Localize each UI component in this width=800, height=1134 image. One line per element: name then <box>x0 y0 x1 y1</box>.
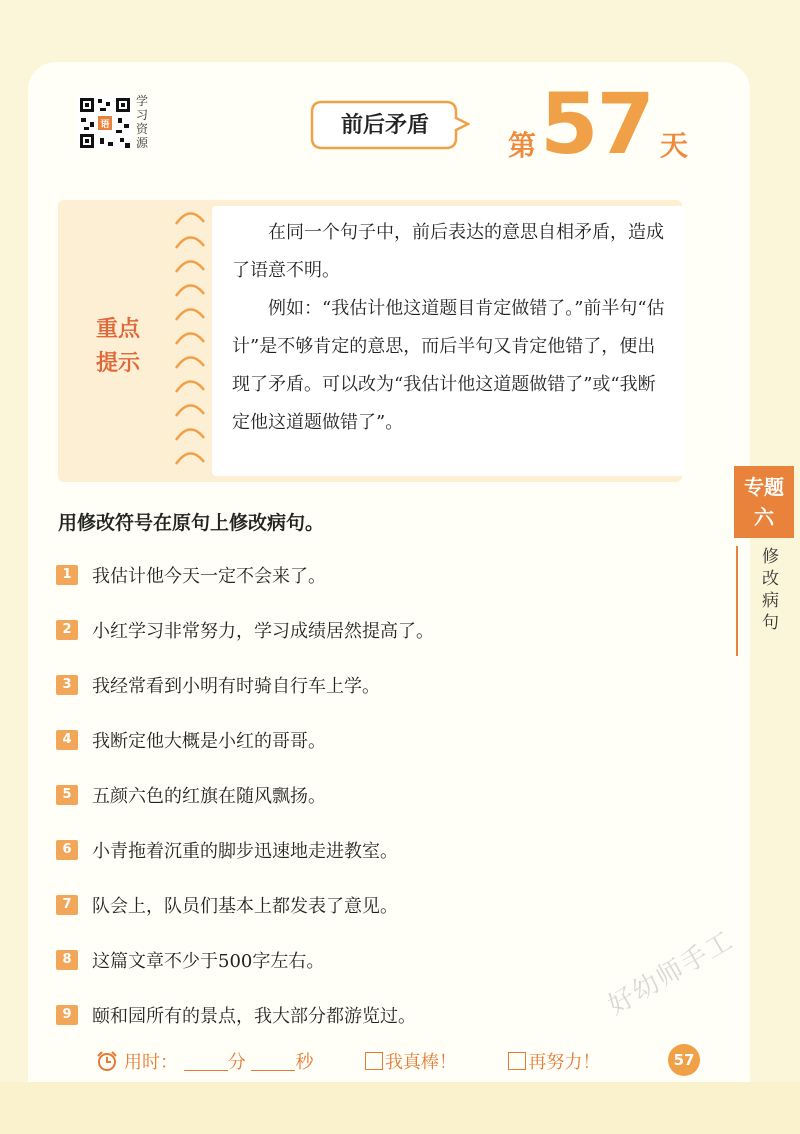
tip-paragraph-1: 在同一个句子中，前后表达的意思自相矛盾，造成了语意不明。 <box>232 222 664 281</box>
item-number-badge: 7 <box>56 895 78 915</box>
qr-badge-text: 语 <box>100 120 110 130</box>
exercise-item <box>56 782 326 812</box>
topic-tab-line2: 六 <box>754 505 774 529</box>
exercise-item <box>56 727 326 757</box>
key-tip-label-line2: 提示 <box>95 350 140 376</box>
seconds-blank[interactable] <box>251 1052 295 1071</box>
footer-timer <box>96 1048 600 1074</box>
topic-title: 修改病句 <box>762 547 779 633</box>
item-number-badge: 4 <box>56 730 78 750</box>
item-number-badge: 3 <box>56 675 78 695</box>
item-sentence[interactable]: 我断定他大概是小红的哥哥。 <box>92 731 326 752</box>
tip-paragraph-2: 例如：“我估计他这道题目肯定做错了。”前半句“估计”是不够肯定的意思，而后半句又肯定他错了，便出现了矛盾。可以改为“我估计他这道题做错了”或“我断定他这道题做错了”。 <box>232 298 665 433</box>
binder-rings-icon <box>170 206 210 482</box>
topic-tab <box>734 466 794 538</box>
item-number-badge: 6 <box>56 840 78 860</box>
page-number: 57 <box>668 1044 700 1076</box>
key-tip-text <box>232 214 666 442</box>
exercise-item <box>56 617 434 647</box>
exercise-item <box>56 947 324 977</box>
item-sentence[interactable]: 五颜六色的红旗在随风飘扬。 <box>92 786 326 807</box>
item-sentence[interactable]: 小青拖着沉重的脚步迅速地走进教室。 <box>92 841 398 862</box>
item-number-badge: 1 <box>56 565 78 585</box>
qr-label: 学习资源 <box>136 94 149 150</box>
exercise-instruction: 用修改符号在原句上修改病句。 <box>58 512 325 534</box>
try-harder-checkbox[interactable] <box>508 1052 526 1070</box>
lesson-title: 前后矛盾 <box>340 112 429 138</box>
item-sentence[interactable]: 我估计他今天一定不会来了。 <box>92 566 326 587</box>
item-number-badge: 8 <box>56 950 78 970</box>
item-sentence[interactable]: 我经常看到小明有时骑自行车上学。 <box>92 676 380 697</box>
day-suffix: 天 <box>660 129 689 162</box>
item-sentence[interactable]: 颐和园所有的景点，我大部分都游览过。 <box>92 1006 416 1027</box>
minute-unit: 分 <box>227 1052 246 1073</box>
time-label: 用时： <box>124 1052 178 1073</box>
second-unit: 秒 <box>295 1052 314 1073</box>
exercise-item <box>56 892 398 922</box>
watermark: 好幼师手工 <box>603 925 740 1022</box>
item-number-badge: 9 <box>56 1005 78 1025</box>
day-number: 57 <box>540 75 653 173</box>
item-sentence[interactable]: 这篇文章不少于500字左右。 <box>92 951 325 972</box>
bottom-band <box>0 1082 800 1134</box>
great-checkbox[interactable] <box>365 1052 383 1070</box>
exercise-item <box>56 837 398 867</box>
minutes-blank[interactable] <box>184 1052 228 1071</box>
topic-tab-line1: 专题 <box>744 475 784 499</box>
exercise-item <box>56 562 326 592</box>
day-prefix: 第 <box>508 129 537 162</box>
item-number-badge: 2 <box>56 620 78 640</box>
exercise-item <box>56 1002 416 1032</box>
great-label: 我真棒！ <box>384 1052 457 1073</box>
try-harder-label: 再努力！ <box>528 1052 601 1073</box>
exercise-item <box>56 672 380 702</box>
item-sentence[interactable]: 队会上，队员们基本上都发表了意见。 <box>92 896 398 917</box>
item-number-badge: 5 <box>56 785 78 805</box>
item-sentence[interactable]: 小红学习非常努力，学习成绩居然提高了。 <box>92 621 434 642</box>
topic-divider <box>736 546 738 656</box>
qr-code-icon[interactable] <box>78 96 132 150</box>
alarm-clock-icon <box>96 1050 118 1072</box>
key-tip-label-line1: 重点 <box>95 316 140 342</box>
key-tip-label <box>86 312 150 380</box>
